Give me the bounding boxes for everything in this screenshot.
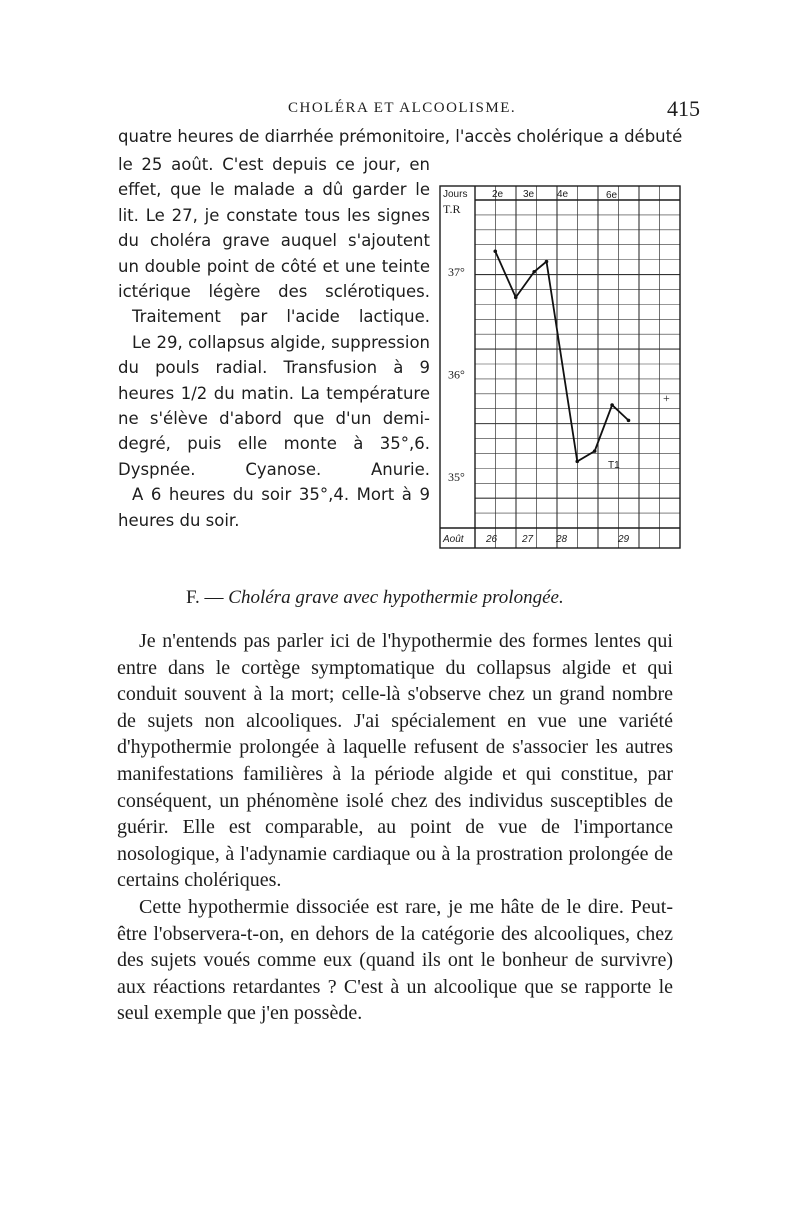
figure-caption: [186, 587, 564, 609]
case-paragraph: Traitement par l'acide lactique.: [132, 307, 430, 327]
y-tick-label: 35°: [448, 469, 465, 484]
body-paragraph: Je n'entends pas parler ici de l'hypothermie des formes lentes qui entre dans le cortège symptomatique du collapsus algide et qui conduit souvent à la mort; celle-là s'observe chez un grand nombre de sujets non alcooliques. J'ai spécialement en vue une variété d'hypothermie prolongée à laquelle refusent de s'associer les autres manifestations familières à la période algide et qui constitue, par conséquent, un phénomène isolé chez des individus susceptibles de guérir. Elle est comparable, au point de vue de l'importance nosologique, à l'adynamie cardiaque ou à la prostration prolongée de certains cholériques.: [117, 630, 673, 892]
body-text: [117, 628, 673, 1027]
row-header-days: Jours: [443, 189, 468, 200]
temperature-point: [514, 296, 518, 300]
temperature-point: [532, 270, 536, 274]
case-paragraph: le 25 août. C'est depuis ce jour, en effet, que le malade a dû garder le lit. Le 27, je constate tous les signes du choléra grave auquel s'ajoutent un double point de côté et une teinte ictérique légère des sclérotiques.: [118, 155, 430, 302]
case-paragraph: A 6 heures du soir 35°,4. Mort à 9 heures du soir.: [118, 485, 430, 530]
case-text-column: [118, 152, 430, 533]
temperature-point: [627, 419, 631, 423]
axis-label-tr: T.R: [443, 202, 461, 216]
page-number: 415: [667, 96, 700, 121]
date-label: 26: [486, 534, 498, 545]
day-header: 6e: [606, 190, 618, 201]
running-head: [118, 96, 700, 126]
body-paragraph: Cette hypothermie dissociée est rare, je me hâte de le dire. Peut-être l'observera-t-on, en dehors de la catégorie des alcooliques, chez des sujets voués comme eux (quand ils ont le bonheur de survivre) aux réactions retardantes ? C'est à un alcoolique que se rapporte le seul exemple que j'en possède.: [117, 895, 673, 1025]
running-title: CHOLÉRA ET ALCOOLISME.: [288, 100, 517, 116]
marker-annotation: T1: [608, 460, 620, 471]
temperature-chart-svg: [430, 150, 692, 580]
figure-caption-text: Choléra grave avec hypothermie prolongée.: [228, 587, 564, 608]
y-tick-label: 36°: [448, 367, 465, 382]
day-header: 2e: [492, 189, 504, 200]
chart-frame: [440, 186, 680, 548]
temperature-point: [545, 260, 549, 264]
temperature-point: [575, 460, 579, 464]
temperature-chart: [430, 150, 692, 580]
date-label: 27: [522, 534, 534, 545]
day-header: 3e: [523, 189, 535, 200]
day-header: 4e: [557, 189, 569, 200]
temperature-point: [593, 449, 597, 453]
y-tick-label: 37°: [448, 264, 465, 279]
temperature-series: [493, 249, 630, 463]
date-label: 29: [618, 534, 630, 545]
case-first-line: quatre heures de diarrhée prémonitoire, l'accès cholérique a débuté: [118, 127, 683, 146]
temperature-line: [495, 251, 628, 461]
temperature-point: [610, 403, 614, 407]
date-label: 28: [556, 534, 568, 545]
case-paragraph: Le 29, collapsus algide, suppression du pouls radial. Transfusion à 9 heures 1/2 du matin. La température ne s'élève d'abord que d'un demi-degré, puis elle monte à 35°,6. Dyspnée. Cyanose. Anurie.: [118, 332, 430, 479]
temperature-point: [493, 249, 497, 253]
figure-label: F.: [186, 587, 200, 608]
figure-dash: —: [204, 587, 224, 608]
date-row-label: Août: [443, 534, 464, 545]
chart-grid: [475, 186, 680, 548]
cross-annotation: +: [663, 391, 670, 405]
